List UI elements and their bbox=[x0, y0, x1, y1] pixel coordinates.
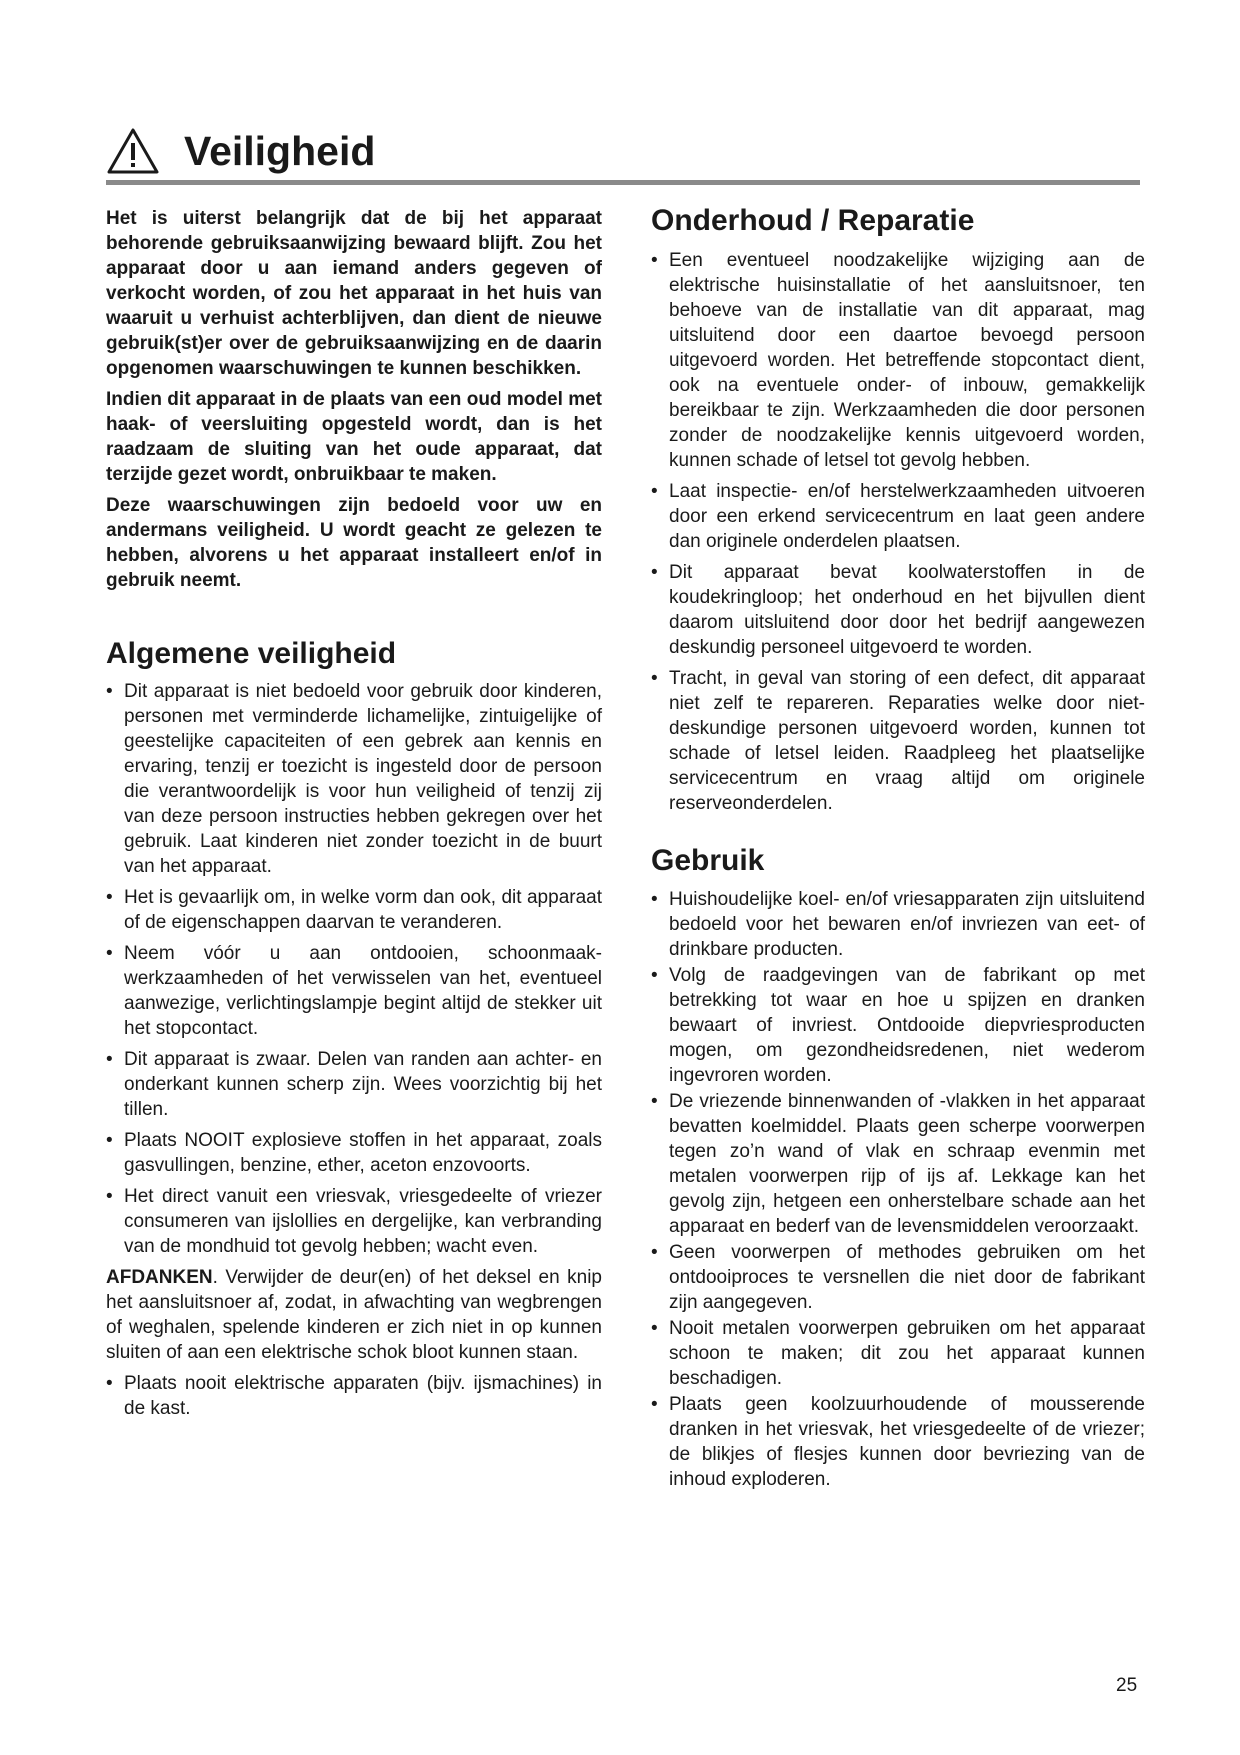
intro-paragraph: Het is uiterst belangrijk dat de bij het apparaat behorende gebruiksaanwijzing bewaard blijft. Zou het apparaat door u aan iemand anders gegeven of verkocht worden, of zou het apparaat in het huis van waaruit u verhuist achterblijven, dan dient de nieuwe gebruik(st)er over de gebruiksaanwijzing en de daarin opgenomen waarschuwingen te kunnen beschikken. bbox=[106, 208, 602, 379]
title-divider bbox=[106, 180, 1140, 185]
list-item: • Geen voorwerpen of methodes gebruiken om het ontdooiproces te versnellen die niet door de fabrikant zijn aangegeven. bbox=[651, 1240, 1145, 1315]
gebruik-list bbox=[651, 887, 1145, 1492]
page-number: 25 bbox=[1116, 1675, 1138, 1696]
section-heading-gebruik: Gebruik bbox=[651, 844, 765, 877]
right-column bbox=[651, 204, 1145, 1493]
intro-paragraph: Indien dit apparaat in de plaats van een oud model met haak- of veersluiting opgesteld wordt, dan is het raadzaam de sluiting van het oude apparaat, dat terzijde gezet wordt, onbruikbaar te maken. bbox=[106, 389, 602, 485]
list-item: • Plaats geen koolzuurhoudende of mousserende dranken in het vriesvak, het vriesgedeelte of de vriezer; de blikjes of flesjes kunnen door bevriezing van de inhoud exploderen. bbox=[651, 1392, 1145, 1492]
list-item: • Plaats nooit elektrische apparaten (bijv. ijsmachines) in de kast. bbox=[106, 1371, 602, 1421]
afdanken-paragraph bbox=[106, 1265, 602, 1365]
list-item: • Plaats NOOIT explosieve stoffen in het apparaat, zoals gasvullingen, benzine, ether, aceton enzovoorts. bbox=[106, 1128, 602, 1178]
list-item: • Dit apparaat is niet bedoeld voor gebruik door kinderen, personen met verminderde lichamelijke, zintuigelijke of geestelijke capaciteiten of een gebrek aan kennis en ervaring, tenzij er toezicht is ingesteld door de persoon die verantwoordelijk is voor hun veiligheid of tenzij zij van deze persoon instructies hebben gekregen over het gebruik. Laat kinderen niet zonder toezicht in de buurt van het apparaat. bbox=[106, 679, 602, 879]
intro-section bbox=[106, 206, 602, 593]
section-heading-onderhoud: Onderhoud / Reparatie bbox=[651, 204, 975, 237]
list-item: • Nooit metalen voorwerpen gebruiken om het apparaat schoon te maken; dit zou het apparaat kunnen beschadigen. bbox=[651, 1316, 1145, 1391]
list-item: • Laat inspectie- en/of herstelwerkzaamheden uitvoeren door een erkend servicecentrum en laat geen andere dan originele onderdelen plaatsen. bbox=[651, 479, 1145, 554]
list-item: • Tracht, in geval van storing of een defect, dit apparaat niet zelf te repareren. Reparaties welke door niet-deskundige personen uitgevoerd worden, kunnen tot schade of letsel leiden. Raadpleeg het plaatselijke servicecentrum en vraag altijd om originele reserveonderdelen. bbox=[651, 666, 1145, 816]
list-item: • Dit apparaat bevat koolwaterstoffen in de koudekringloop; het onderhoud en het bijvullen dient daarom uitsluitend door door het bedrijf aangewezen deskundig personeel uitgevoerd te worden. bbox=[651, 560, 1145, 660]
list-item: • Neem vóór u aan ontdooien, schoonmaak-werkzaamheden of het verwisselen van het, eventueel aanwezige, verlichtingslampje begint altijd de stekker uit het stopcontact. bbox=[106, 941, 602, 1041]
section-heading-algemene-veiligheid: Algemene veiligheid bbox=[106, 637, 397, 670]
list-item: • Het direct vanuit een vriesvak, vriesgedeelte of vriezer consumeren van ijslollies en dergelijke, kan verbranding van de mondhuid tot gevolg hebben; wacht even. bbox=[106, 1184, 602, 1259]
list-item: • Huishoudelijke koel- en/of vriesapparaten zijn uitsluitend bedoeld voor het bewaren en/of invriezen van eet- of drinkbare producten. bbox=[651, 887, 1145, 962]
algemene-last-list bbox=[106, 1371, 602, 1421]
page-title: Veiligheid bbox=[184, 127, 376, 174]
algemene-list bbox=[106, 679, 602, 1259]
page-header bbox=[106, 120, 375, 182]
afdanken-text: . Verwijder de deur(en) of het deksel en knip het aansluitsnoer af, zodat, in afwachting van wegbrengen of weghalen, spelende kinderen er zich niet in op kunnen sluiten of aan een elektrische schok bloot kunnen staan. bbox=[106, 1267, 602, 1363]
intro-paragraph: Deze waarschuwingen zijn bedoeld voor uw en andermans veiligheid. U wordt geacht ze gelezen te hebben, alvorens u het apparaat installeert en/of in gebruik neemt. bbox=[106, 495, 602, 591]
list-item: • Dit apparaat is zwaar. Delen van randen aan achter- en onderkant kunnen scherp zijn. Wees voorzichtig bij het tillen. bbox=[106, 1047, 602, 1122]
left-column bbox=[106, 206, 602, 1427]
list-item: • Volg de raadgevingen van de fabrikant op met betrekking tot waar en hoe u spijzen en dranken bewaart of invriest. Ontdooide diepvriesproducten mogen, om gezondheidsredenen, niet wederom ingevroren worden. bbox=[651, 963, 1145, 1088]
afdanken-label: AFDANKEN bbox=[106, 1267, 213, 1288]
list-item: • De vriezende binnenwanden of -vlakken in het apparaat bevatten koelmiddel. Plaats geen scherpe voorwerpen tegen zo’n wand of vlak en schraap evenmin met metalen voorwerpen rijp of ijs af. Lekkage kan het gevolg zijn, hetgeen een onherstelbare schade aan het apparaat en bederf van de levensmiddelen veroorzaakt. bbox=[651, 1089, 1145, 1239]
onderhoud-list bbox=[651, 248, 1145, 816]
list-item: • Het is gevaarlijk om, in welke vorm dan ook, dit apparaat of de eigenschappen daarvan te veranderen. bbox=[106, 885, 602, 935]
warning-icon bbox=[106, 127, 160, 175]
list-item: • Een eventueel noodzakelijke wijziging aan de elektrische huisinstallatie of het aansluitsnoer, ten behoeve van de installatie van dit apparaat, mag uitsluitend door een daartoe bevoegd persoon uitgevoerd worden. Het betreffende stopcontact dient, ook na eventuele onder- of inbouw, gemakkelijk bereikbaar te zijn. Werkzaamheden die door personen zonder de noodzakelijke kennis uitgevoerd worden, kunnen schade of letsel tot gevolg hebben. bbox=[651, 248, 1145, 473]
